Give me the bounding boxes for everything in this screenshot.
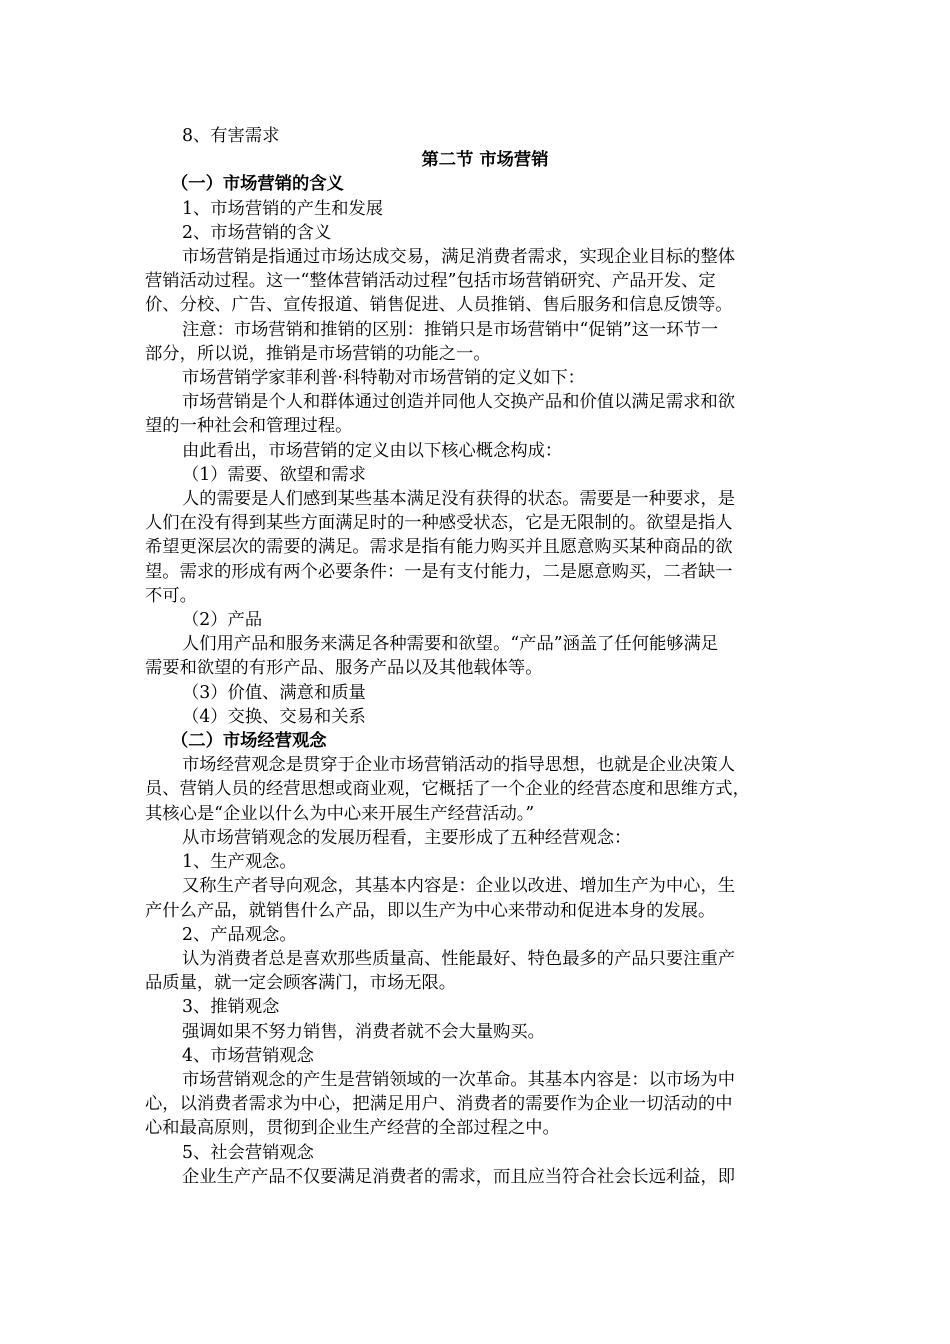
text-line: 心，以消费者需求为中心，把满足用户、消费者的需要作为企业一切活动的中 [145, 1094, 733, 1115]
document-page [145, 124, 805, 1189]
text-line: 由此看出，市场营销的定义由以下核心概念构成： [182, 440, 563, 461]
text-line: 又称生产者导向观念，其基本内容是：企业以改进、增加生产为中心，生 [182, 876, 736, 897]
text-line: 人的需要是人们感到某些基本满足没有获得的状态。需要是一种要求，是 [182, 489, 736, 510]
text-line: 5、社会营销观念 [182, 1142, 314, 1163]
text-line: 望。需求的形成有两个必要条件：一是有支付能力，二是愿意购买，二者缺一 [145, 561, 733, 582]
text-line: 营销活动过程。这一“整体营销活动过程”包括市场营销研究、产品开发、定 [145, 271, 716, 292]
text-line: （1）需要、欲望和需求 [182, 464, 366, 485]
text-line: 望的一种社会和管理过程。 [145, 416, 353, 437]
text-line: 3、推销观念 [182, 997, 280, 1018]
text-line: 8、有害需求 [182, 126, 280, 146]
text-line: 人们用产品和服务来满足各种需要和欲望。“产品”涵盖了任何能够满足 [182, 634, 719, 655]
text-line: 4、市场营销观念 [182, 1045, 314, 1066]
text-line: （4）交换、交易和关系 [182, 706, 366, 727]
text-line: 强调如果不努力销售，消费者就不会大量购买。 [182, 1021, 545, 1042]
text-line: 不可。 [145, 585, 197, 606]
text-line: 员、营销人员的经营思想或商业观，它概括了一个企业的经营态度和思维方式， [145, 779, 750, 800]
text-line: 1、生产观念。 [182, 852, 297, 873]
text-line: 需要和欲望的有形产品、服务产品以及其他载体等。 [145, 658, 543, 679]
text-line: （3）价值、满意和质量 [182, 682, 366, 703]
text-line: 从市场营销观念的发展历程看，主要形成了五种经营观念： [182, 827, 632, 848]
text-line: 2、产品观念。 [182, 924, 297, 945]
text-line: 品质量，就一定会顾客满门，市场无限。 [145, 973, 457, 994]
text-line: 注意：市场营销和推销的区别：推销只是市场营销中“促销”这一环节一 [182, 319, 719, 340]
subsection-heading: （一）市场营销的含义 [171, 174, 344, 195]
text-line: 市场经营观念是贯穿于企业市场营销活动的指导思想，也就是企业决策人 [182, 755, 736, 776]
section-title: 第二节 市场营销 [421, 150, 549, 171]
text-line: 价、分校、广告、宣传报道、销售促进、人员推销、售后服务和信息反馈等。 [145, 295, 733, 316]
text-line: 市场营销是个人和群体通过创造并同他人交换产品和价值以满足需求和欲 [182, 392, 736, 413]
text-line: 企业生产产品不仅要满足消费者的需求，而且应当符合社会长远利益，即 [182, 1166, 736, 1187]
text-line: 希望更深层次的需要的满足。需求是指有能力购买并且愿意购买某种商品的欲 [145, 537, 733, 558]
text-line: 心和最高原则，贯彻到企业生产经营的全部过程之中。 [145, 1118, 560, 1139]
text-line: 2、市场营销的含义 [182, 222, 332, 243]
text-line: 市场营销是指通过市场达成交易，满足消费者需求，实现企业目标的整体 [182, 247, 736, 268]
text-line: 市场营销观念的产生是营销领域的一次革命。其基本内容是：以市场为中 [182, 1069, 736, 1090]
text-line: 产什么产品，就销售什么产品，即以生产为中心来带动和促进本身的发展。 [145, 900, 716, 921]
text-line: 部分，所以说，推销是市场营销的功能之一。 [145, 343, 491, 364]
subsection-heading: （二）市场经营观念 [171, 731, 327, 752]
text-line: 其核心是“企业以什么为中心来开展生产经营活动。” [145, 803, 535, 824]
text-line: 人们在没有得到某些方面满足时的一种感受状态，它是无限制的。欲望是指人 [145, 513, 733, 534]
text-line: 市场营销学家菲利普·科特勒对市场营销的定义如下： [182, 368, 585, 389]
text-line: （2）产品 [182, 610, 263, 631]
text-line: 认为消费者总是喜欢那些质量高、性能最好、特色最多的产品只要注重产 [182, 948, 736, 969]
text-line: 1、市场营销的产生和发展 [182, 198, 384, 219]
